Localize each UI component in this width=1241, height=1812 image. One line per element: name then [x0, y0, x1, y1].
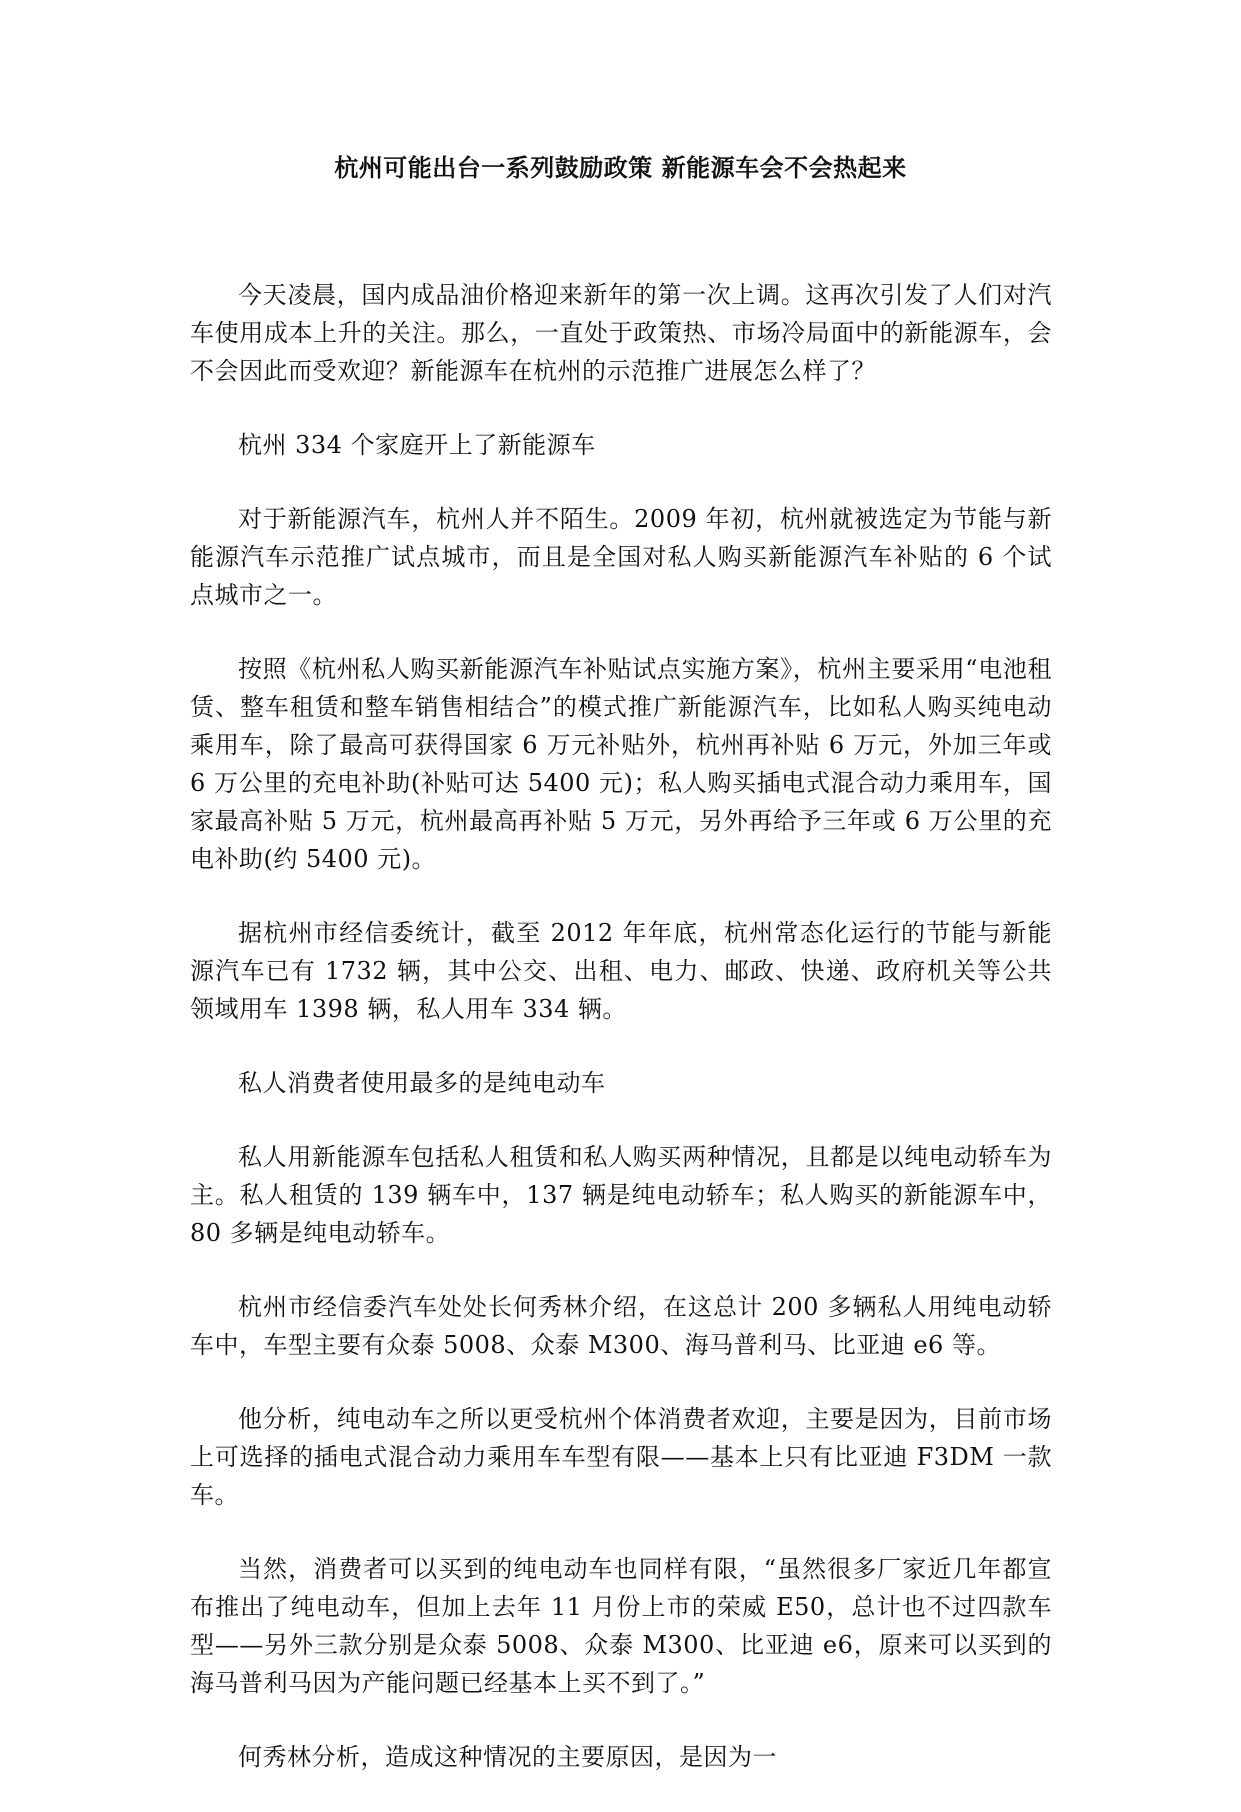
- paragraph-private-use: 私人用新能源车包括私人租赁和私人购买两种情况，且都是以纯电动轿车为主。私人租赁的 139 辆车中，137 辆是纯电动轿车；私人购买的新能源车中，80 多辆是纯电动轿车。: [190, 1143, 1052, 1247]
- paragraph-statistics: 据杭州市经信委统计，截至 2012 年年底，杭州常态化运行的节能与新能源汽车已有 1732 辆，其中公交、出租、电力、邮政、快递、政府机关等公共领域用车 1398 辆，私人用车 334 辆。: [190, 919, 1052, 1023]
- paragraph-limited-options: 当然，消费者可以买到的纯电动车也同样有限，“虽然很多厂家近几年都宣布推出了纯电动车，但加上去年 11 月份上市的荣威 E50，总计也不过四款车型——另外三款分别是众泰 5008、众泰 M300、比亚迪 e6，原来可以买到的海马普利马因为产能问题已经基本上买不到了。”: [190, 1555, 1052, 1697]
- paragraph-reason: 何秀林分析，造成这种情况的主要原因，是因为一: [238, 1743, 777, 1771]
- subheading-households: 杭州 334 个家庭开上了新能源车: [238, 431, 596, 459]
- paragraph-analysis: 他分析，纯电动车之所以更受杭州个体消费者欢迎，主要是因为，目前市场上可选择的插电式混合动力乘用车车型有限——基本上只有比亚迪 F3DM 一款车。: [190, 1405, 1052, 1509]
- paragraph-models: 杭州市经信委汽车处处长何秀林介绍，在这总计 200 多辆私人用纯电动轿车中，车型主要有众泰 5008、众泰 M300、海马普利马、比亚迪 e6 等。: [190, 1293, 1052, 1359]
- document-body: [190, 276, 1052, 1812]
- paragraph-pilot-city: 对于新能源汽车，杭州人并不陌生。2009 年初，杭州就被选定为节能与新能源汽车示范推广试点城市，而且是全国对私人购买新能源汽车补贴的 6 个试点城市之一。: [190, 505, 1052, 609]
- paragraph-subsidy-plan: 按照《杭州私人购买新能源汽车补贴试点实施方案》，杭州主要采用“电池租赁、整车租赁和整车销售相结合”的模式推广新能源汽车，比如私人购买纯电动乘用车，除了最高可获得国家 6 万元补贴外，杭州再补贴 6 万元，外加三年或 6 万公里的充电补助(补贴可达 5400 元)；私人购买插电式混合动力乘用车，国家最高补贴 5 万元，杭州最高再补贴 5 万元，另外再给予三年或 6 万公里的充电补助(约 5400 元)。: [190, 655, 1052, 873]
- paragraph-intro: 今天凌晨，国内成品油价格迎来新年的第一次上调。这再次引发了人们对汽车使用成本上升的关注。那么，一直处于政策热、市场冷局面中的新能源车，会不会因此而受欢迎？新能源车在杭州的示范推广进展怎么样了？: [190, 281, 1052, 385]
- document-title: 杭州可能出台一系列鼓励政策 新能源车会不会热起来: [334, 154, 907, 182]
- subheading-pure-electric: 私人消费者使用最多的是纯电动车: [238, 1069, 606, 1097]
